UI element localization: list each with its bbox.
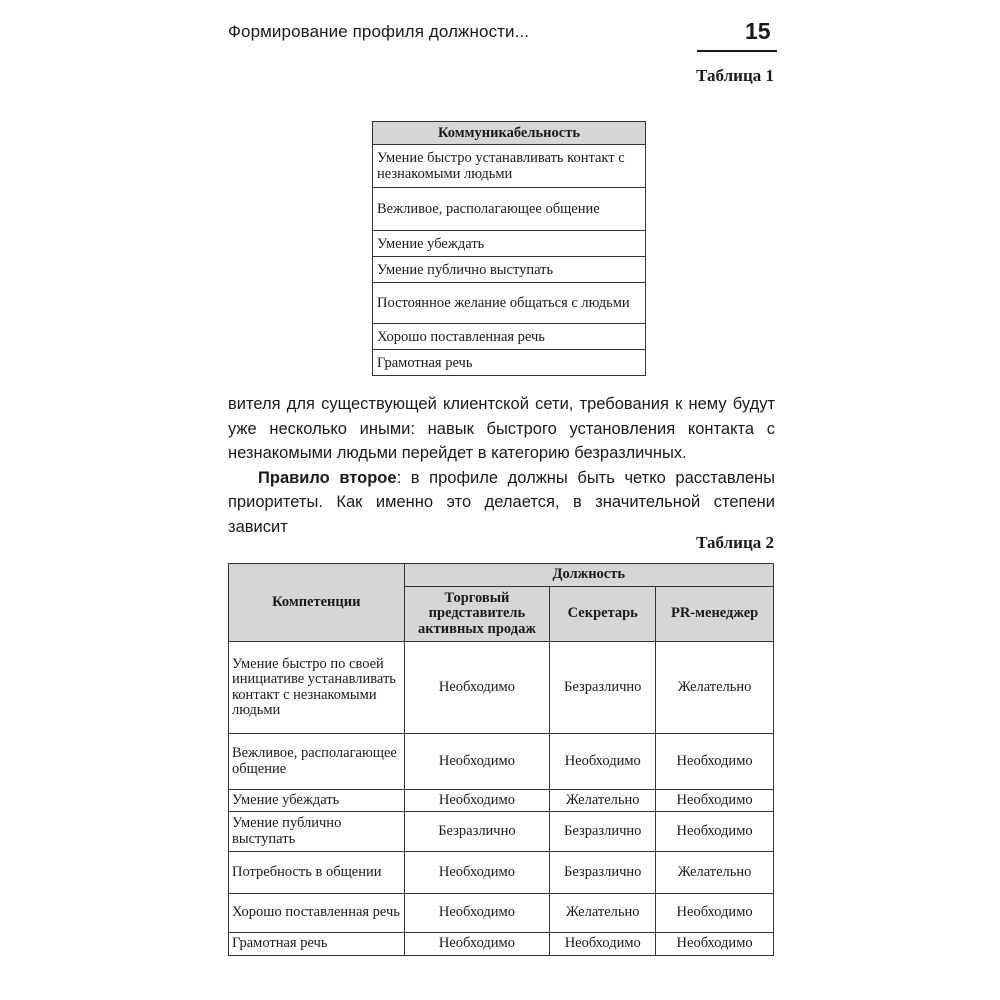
table2-value: Необходимо	[404, 933, 550, 956]
table2-value: Необходимо	[404, 894, 550, 933]
table2-value: Необходимо	[404, 642, 550, 734]
table1-cell: Умение публично выступать	[373, 257, 646, 283]
table1	[372, 121, 646, 376]
table2-col-position: Секретарь	[550, 587, 656, 642]
table2-competency: Вежливое, располагающее общение	[229, 734, 405, 790]
table2-value: Желательно	[656, 852, 774, 894]
table2-value: Желательно	[656, 642, 774, 734]
table2-value: Необходимо	[404, 734, 550, 790]
table2-value: Необходимо	[656, 894, 774, 933]
table2-value: Необходимо	[550, 734, 656, 790]
table2-col-competencies: Компетенции	[229, 564, 405, 642]
table2-value: Необходимо	[656, 734, 774, 790]
table-row	[229, 933, 774, 956]
table2-competency: Хорошо поставленная речь	[229, 894, 405, 933]
table1-heading: Коммуникабельность	[373, 122, 646, 145]
table2-value: Желательно	[550, 790, 656, 812]
paragraph-text: : в профиле должны быть четко расставлены приоритеты. Как именно это делается, в значительной степени зависит	[228, 468, 776, 536]
table2-col-position: Торговый представитель активных продаж	[404, 587, 550, 642]
table-row	[229, 642, 774, 734]
table2-col-position: PR-менеджер	[656, 587, 774, 642]
table2-value: Необходимо	[656, 933, 774, 956]
table2-competency: Умение убеждать	[229, 790, 405, 812]
table2-caption: Таблица 2	[696, 533, 774, 552]
table2-value: Желательно	[550, 894, 656, 933]
table2-header-row	[229, 564, 774, 587]
table2-value: Безразлично	[550, 812, 656, 852]
table-row	[373, 188, 646, 231]
table-row	[373, 145, 646, 188]
paragraph: вителя для существующей клиентской сети, требования к нему будут уже несколько иными: навык быстрого установления контакта с незнакомыми людьми перейдет в категорию безразличных.	[228, 395, 775, 462]
table-row	[373, 350, 646, 376]
table-row	[229, 734, 774, 790]
rule-label: Правило второе	[258, 468, 397, 487]
table1-cell: Хорошо поставленная речь	[373, 324, 646, 350]
header-rule	[697, 50, 777, 52]
table-row	[229, 812, 774, 852]
table-row	[229, 894, 774, 933]
table-row	[373, 231, 646, 257]
table1-cell: Грамотная речь	[373, 350, 646, 376]
table2-value: Безразлично	[550, 642, 656, 734]
table2-competency: Умение быстро по своей инициативе устанавливать контакт с незнакомыми людьми	[229, 642, 405, 734]
table1-cell: Умение быстро устанавливать контакт с незнакомыми людьми	[373, 145, 646, 188]
table2	[228, 563, 774, 956]
table2-competency: Умение публично выступать	[229, 812, 405, 852]
table-row	[229, 790, 774, 812]
page-number: 15	[745, 18, 771, 44]
table2-value: Необходимо	[656, 790, 774, 812]
table1-header-row	[373, 122, 646, 145]
table2-value: Необходимо	[404, 790, 550, 812]
table2-value: Безразлично	[550, 852, 656, 894]
table-row	[373, 257, 646, 283]
table1-cell: Постоянное желание общаться с людьми	[373, 283, 646, 324]
table2-competency: Потребность в общении	[229, 852, 405, 894]
table2-competency: Грамотная речь	[229, 933, 405, 956]
body-text	[228, 392, 775, 539]
table2-col-group: Должность	[404, 564, 773, 587]
table-row	[373, 324, 646, 350]
table1-cell: Вежливое, располагающее общение	[373, 188, 646, 231]
table-row	[373, 283, 646, 324]
table2-value: Необходимо	[404, 852, 550, 894]
table2-value: Необходимо	[550, 933, 656, 956]
table-row	[229, 852, 774, 894]
running-title: Формирование профиля должности...	[228, 22, 530, 41]
table2-value: Безразлично	[404, 812, 550, 852]
paragraph	[228, 466, 775, 540]
table1-cell: Умение убеждать	[373, 231, 646, 257]
table2-value: Необходимо	[656, 812, 774, 852]
table1-caption: Таблица 1	[696, 66, 774, 85]
